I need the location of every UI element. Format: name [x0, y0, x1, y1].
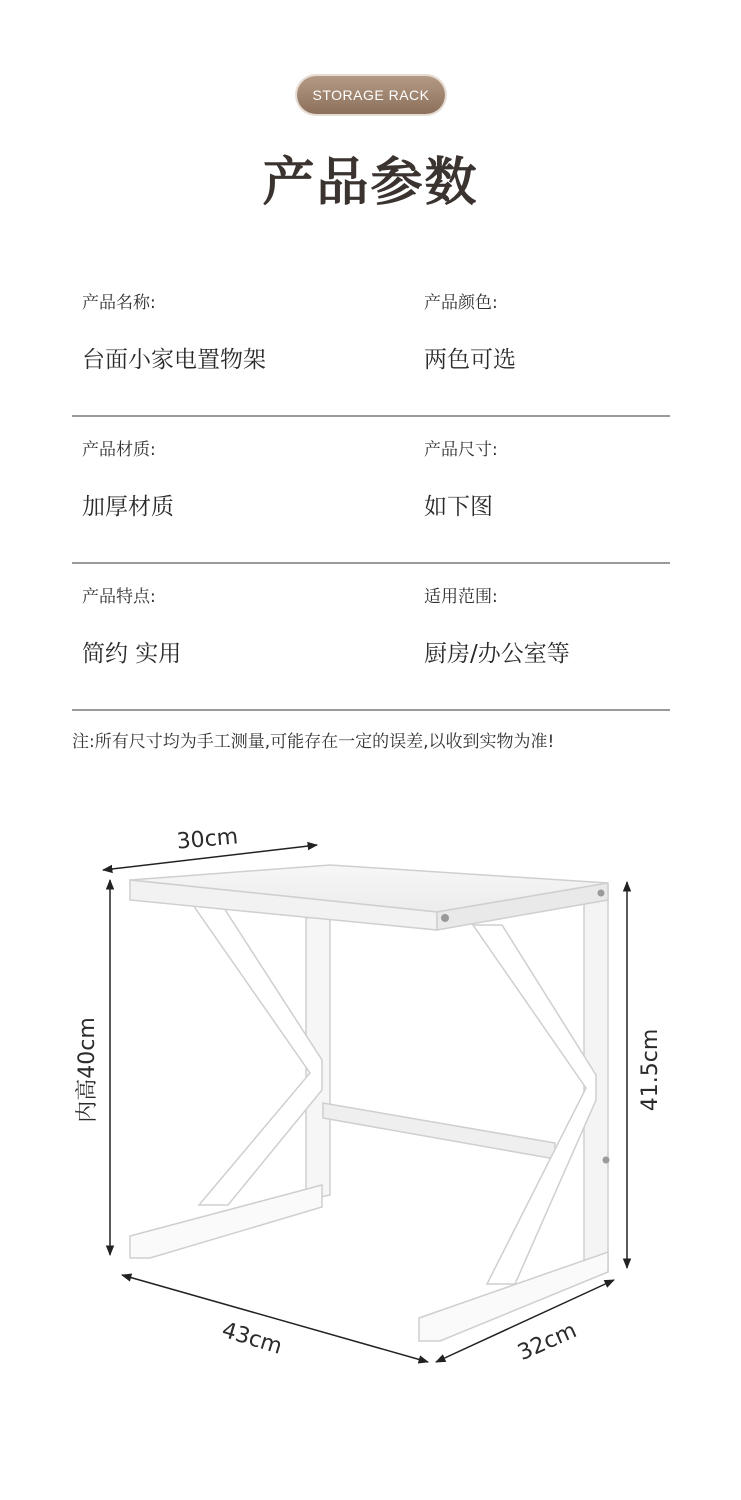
dimension-length: 43cm — [218, 1317, 285, 1360]
dimension-top-width: 30cm — [175, 824, 240, 855]
spec-value-size: 如下图 — [424, 494, 493, 520]
spec-label-scope: 适用范围: — [424, 587, 498, 607]
spec-value-scope: 厨房/办公室等 — [424, 641, 570, 667]
spec-label-material: 产品材质: — [82, 440, 156, 460]
spec-value-color: 两色可选 — [424, 347, 516, 373]
spec-label-feature: 产品特点: — [82, 587, 156, 607]
spec-value-feature: 简约 实用 — [82, 641, 182, 667]
measurement-note: 注:所有尺寸均为手工测量,可能存在一定的误差,以收到实物为准! — [72, 732, 555, 752]
spec-row — [72, 270, 670, 417]
spec-cell — [424, 435, 498, 521]
storage-rack-illustration — [130, 865, 610, 1341]
spec-table — [72, 270, 670, 711]
spec-label-color: 产品颜色: — [424, 293, 498, 313]
spec-value-name: 台面小家电置物架 — [82, 347, 266, 373]
spec-cell — [424, 582, 570, 668]
page-title: 产品参数 — [262, 153, 479, 213]
spec-label-name: 产品名称: — [82, 293, 156, 313]
spec-cell — [82, 582, 181, 668]
dimension-total-height: 41.5cm — [638, 1028, 663, 1112]
spec-row — [72, 417, 670, 564]
spec-cell — [82, 288, 266, 374]
spec-label-size: 产品尺寸: — [424, 440, 498, 460]
rack-dimension-diagram — [0, 800, 741, 1400]
spec-cell — [424, 288, 516, 374]
dimension-inner-height: 内高40cm — [75, 1017, 100, 1123]
dimension-depth: 32cm — [514, 1318, 581, 1366]
spec-value-material: 加厚材质 — [82, 494, 174, 520]
spec-cell — [82, 435, 174, 521]
spec-row — [72, 564, 670, 711]
storage-rack-badge: STORAGE RACK — [297, 76, 445, 114]
